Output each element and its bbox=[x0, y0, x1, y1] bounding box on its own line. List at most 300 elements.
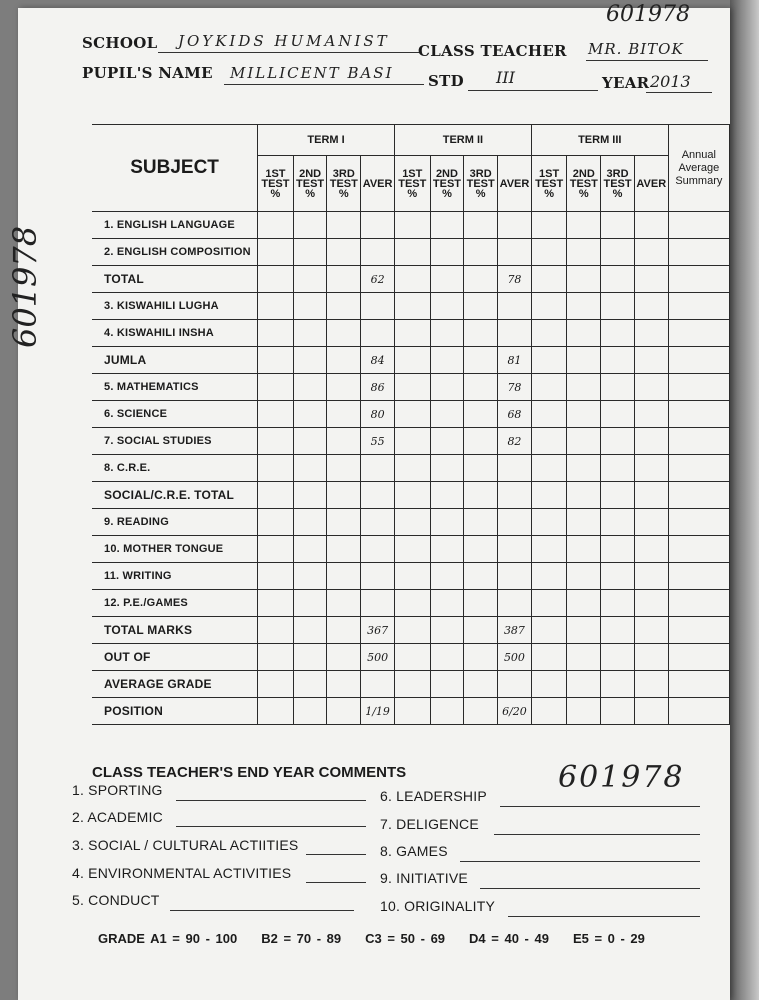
grade-cell bbox=[567, 509, 601, 536]
subject-label: 6. SCIENCE bbox=[92, 401, 258, 428]
comments-title: CLASS TEACHER'S END YEAR COMMENTS bbox=[92, 764, 407, 781]
grade-cell bbox=[258, 239, 294, 266]
grade-cell bbox=[327, 239, 361, 266]
grade-cell bbox=[394, 482, 430, 509]
grade-cell bbox=[430, 509, 464, 536]
grade-cell bbox=[531, 671, 567, 698]
grade-cell bbox=[634, 509, 668, 536]
subject-label: 7. SOCIAL STUDIES bbox=[92, 428, 258, 455]
grade-cell bbox=[668, 536, 729, 563]
grade-cell bbox=[258, 347, 294, 374]
grade-cell bbox=[531, 293, 567, 320]
grade-cell bbox=[258, 617, 294, 644]
grade-cell bbox=[634, 266, 668, 293]
grade-cell bbox=[430, 428, 464, 455]
grade-cell bbox=[430, 644, 464, 671]
grade-cell bbox=[531, 590, 567, 617]
grade-cell bbox=[567, 374, 601, 401]
grade-cell bbox=[258, 212, 294, 239]
grade-cell bbox=[464, 644, 498, 671]
grade-cell bbox=[327, 563, 361, 590]
grade-cell bbox=[531, 374, 567, 401]
subject-label: 9. READING bbox=[92, 509, 258, 536]
comment-sporting-line bbox=[176, 800, 366, 801]
subject-label: 1. ENGLISH LANGUAGE bbox=[92, 212, 258, 239]
table-row bbox=[92, 590, 730, 617]
grade-cell bbox=[531, 428, 567, 455]
comment-leadership-line bbox=[500, 806, 700, 807]
doc-number: 601978 bbox=[606, 2, 690, 27]
grade-cell bbox=[668, 617, 729, 644]
term-1-average: 86 bbox=[361, 374, 395, 401]
grade-cell bbox=[327, 455, 361, 482]
grade-cell bbox=[531, 509, 567, 536]
table-row bbox=[92, 482, 730, 509]
grade-cell bbox=[327, 266, 361, 293]
grade-cell bbox=[258, 266, 294, 293]
comments-handwritten-number: 601978 bbox=[558, 760, 685, 795]
grade-cell bbox=[394, 293, 430, 320]
term-1-average bbox=[361, 590, 395, 617]
grade-cell bbox=[464, 293, 498, 320]
term-3-header: TERM III bbox=[531, 125, 668, 156]
comment-academic: 2. ACADEMIC bbox=[72, 809, 163, 825]
school-value: JOYKIDS HUMANIST bbox=[178, 32, 390, 50]
comment-initiative: 9. INITIATIVE bbox=[380, 870, 468, 886]
comment-environmental: 4. ENVIRONMENTAL ACTIVITIES bbox=[72, 865, 292, 881]
term-3-subheader-1: 1ST TEST % bbox=[531, 156, 567, 212]
grade-cell bbox=[327, 401, 361, 428]
term-1-average bbox=[361, 320, 395, 347]
term-1-average bbox=[361, 482, 395, 509]
grade-cell bbox=[464, 212, 498, 239]
grade-cell bbox=[327, 536, 361, 563]
grade-cell bbox=[567, 482, 601, 509]
grade-cell bbox=[464, 509, 498, 536]
subject-header: SUBJECT bbox=[92, 125, 258, 212]
grade-cell bbox=[464, 374, 498, 401]
grade-cell bbox=[258, 455, 294, 482]
grade-cell bbox=[327, 509, 361, 536]
grade-cell bbox=[293, 563, 327, 590]
grade-cell bbox=[567, 428, 601, 455]
grade-cell bbox=[634, 617, 668, 644]
grade-cell bbox=[464, 239, 498, 266]
grade-cell bbox=[531, 563, 567, 590]
table-row bbox=[92, 212, 730, 239]
comment-initiative-line bbox=[480, 888, 700, 889]
grade-cell bbox=[668, 374, 729, 401]
term-2-average: 68 bbox=[498, 401, 532, 428]
grade-b2: B2 = 70 - 89 bbox=[261, 931, 342, 946]
grade-cell bbox=[394, 563, 430, 590]
grade-cell bbox=[464, 698, 498, 725]
grade-cell bbox=[531, 347, 567, 374]
grade-cell bbox=[464, 428, 498, 455]
grade-cell bbox=[668, 563, 729, 590]
comment-deligence: 7. DELIGENCE bbox=[380, 816, 479, 832]
grade-cell bbox=[293, 239, 327, 266]
grade-cell bbox=[531, 536, 567, 563]
grade-cell bbox=[430, 320, 464, 347]
term-2-average bbox=[498, 509, 532, 536]
term-2-average bbox=[498, 482, 532, 509]
grade-cell bbox=[293, 509, 327, 536]
subject-label: TOTAL MARKS bbox=[92, 617, 258, 644]
comment-originality-line bbox=[508, 916, 700, 917]
grade-cell bbox=[327, 374, 361, 401]
grade-cell bbox=[327, 671, 361, 698]
grade-cell bbox=[531, 698, 567, 725]
grade-cell bbox=[464, 401, 498, 428]
comment-social-cultural: 3. SOCIAL / CULTURAL ACTIITIES bbox=[72, 837, 299, 853]
grade-cell bbox=[293, 644, 327, 671]
term-2-average: 82 bbox=[498, 428, 532, 455]
grade-cell bbox=[601, 266, 635, 293]
grade-cell bbox=[601, 590, 635, 617]
term-2-average bbox=[498, 590, 532, 617]
grade-cell bbox=[464, 536, 498, 563]
grade-scale bbox=[98, 931, 669, 946]
table-row bbox=[92, 266, 730, 293]
grade-cell bbox=[430, 563, 464, 590]
std-label: STD bbox=[428, 72, 464, 90]
grade-cell bbox=[430, 401, 464, 428]
table-row bbox=[92, 320, 730, 347]
grade-cell bbox=[258, 698, 294, 725]
grade-cell bbox=[394, 671, 430, 698]
grade-cell bbox=[634, 239, 668, 266]
term-1-subheader-4: AVER bbox=[361, 156, 395, 212]
grade-cell bbox=[464, 347, 498, 374]
grade-cell bbox=[601, 347, 635, 374]
grade-cell bbox=[464, 617, 498, 644]
year-label: YEAR bbox=[602, 74, 650, 92]
term-2-subheader-2: 2ND TEST % bbox=[430, 156, 464, 212]
grade-cell bbox=[293, 320, 327, 347]
term-1-average bbox=[361, 509, 395, 536]
grade-cell bbox=[668, 644, 729, 671]
std-line bbox=[468, 90, 598, 91]
grade-cell bbox=[601, 617, 635, 644]
term-1-average bbox=[361, 671, 395, 698]
grade-cell bbox=[668, 401, 729, 428]
grade-cell bbox=[601, 536, 635, 563]
grade-cell bbox=[327, 698, 361, 725]
table-row bbox=[92, 509, 730, 536]
grade-cell bbox=[601, 320, 635, 347]
grade-cell bbox=[430, 590, 464, 617]
subject-label: JUMLA bbox=[92, 347, 258, 374]
comment-deligence-line bbox=[494, 834, 700, 835]
grade-cell bbox=[531, 266, 567, 293]
grade-cell bbox=[258, 482, 294, 509]
comment-leadership: 6. LEADERSHIP bbox=[380, 788, 487, 804]
grade-cell bbox=[430, 293, 464, 320]
term-2-average: 81 bbox=[498, 347, 532, 374]
term-1-average bbox=[361, 239, 395, 266]
subject-label: 2. ENGLISH COMPOSITION bbox=[92, 239, 258, 266]
grade-cell bbox=[567, 401, 601, 428]
page-edge-shadow bbox=[730, 0, 759, 1000]
grade-cell bbox=[327, 617, 361, 644]
report-card-sheet bbox=[6, 2, 730, 1000]
grade-cell bbox=[430, 212, 464, 239]
grade-cell bbox=[601, 482, 635, 509]
grade-cell bbox=[394, 401, 430, 428]
grade-d4: D4 = 40 - 49 bbox=[469, 931, 549, 946]
grade-cell bbox=[668, 509, 729, 536]
grade-cell bbox=[464, 563, 498, 590]
grade-cell bbox=[634, 590, 668, 617]
grade-cell bbox=[567, 590, 601, 617]
grade-cell bbox=[464, 266, 498, 293]
grade-cell bbox=[293, 536, 327, 563]
grade-cell bbox=[634, 428, 668, 455]
subject-label: 5. MATHEMATICS bbox=[92, 374, 258, 401]
grade-cell bbox=[394, 239, 430, 266]
subject-label: AVERAGE GRADE bbox=[92, 671, 258, 698]
grade-cell bbox=[258, 671, 294, 698]
grade-cell bbox=[567, 212, 601, 239]
grade-cell bbox=[327, 428, 361, 455]
grade-cell bbox=[668, 482, 729, 509]
term-2-average bbox=[498, 320, 532, 347]
grade-cell bbox=[327, 644, 361, 671]
term-2-average: 500 bbox=[498, 644, 532, 671]
grade-cell bbox=[258, 644, 294, 671]
table-row bbox=[92, 698, 730, 725]
subject-label: 3. KISWAHILI LUGHA bbox=[92, 293, 258, 320]
pupil-name-label: PUPIL'S NAME bbox=[82, 64, 213, 82]
comment-academic-line bbox=[176, 826, 366, 827]
grade-cell bbox=[531, 212, 567, 239]
term-1-average: 80 bbox=[361, 401, 395, 428]
grade-cell bbox=[293, 347, 327, 374]
subject-label: POSITION bbox=[92, 698, 258, 725]
grade-cell bbox=[327, 590, 361, 617]
term-2-average: 78 bbox=[498, 266, 532, 293]
grade-cell bbox=[668, 590, 729, 617]
term-1-average: 367 bbox=[361, 617, 395, 644]
grade-cell bbox=[531, 482, 567, 509]
grade-cell bbox=[601, 239, 635, 266]
grade-cell bbox=[430, 671, 464, 698]
grade-cell bbox=[293, 671, 327, 698]
grade-cell bbox=[394, 347, 430, 374]
grade-cell bbox=[430, 698, 464, 725]
grade-cell bbox=[531, 455, 567, 482]
grade-cell bbox=[634, 455, 668, 482]
term-1-subheader-3: 3RD TEST % bbox=[327, 156, 361, 212]
grade-cell bbox=[567, 617, 601, 644]
grade-cell bbox=[394, 374, 430, 401]
grade-cell bbox=[394, 536, 430, 563]
term-3-subheader-2: 2ND TEST % bbox=[567, 156, 601, 212]
term-1-average: 1/19 bbox=[361, 698, 395, 725]
grade-cell bbox=[634, 320, 668, 347]
term-1-average bbox=[361, 563, 395, 590]
term-1-average: 500 bbox=[361, 644, 395, 671]
grade-cell bbox=[634, 374, 668, 401]
grade-cell bbox=[601, 509, 635, 536]
subject-label: TOTAL bbox=[92, 266, 258, 293]
grade-cell bbox=[293, 401, 327, 428]
term-1-subheader-1: 1ST TEST % bbox=[258, 156, 294, 212]
grade-cell bbox=[293, 455, 327, 482]
grade-cell bbox=[601, 644, 635, 671]
grade-cell bbox=[668, 698, 729, 725]
grade-cell bbox=[394, 509, 430, 536]
grade-cell bbox=[258, 590, 294, 617]
term-1-subheader-2: 2ND TEST % bbox=[293, 156, 327, 212]
grade-cell bbox=[601, 401, 635, 428]
grade-cell bbox=[531, 401, 567, 428]
table-row bbox=[92, 455, 730, 482]
subject-label: 4. KISWAHILI INSHA bbox=[92, 320, 258, 347]
grade-cell bbox=[634, 671, 668, 698]
table-row bbox=[92, 401, 730, 428]
grade-cell bbox=[464, 320, 498, 347]
grade-cell bbox=[464, 671, 498, 698]
grade-cell bbox=[293, 266, 327, 293]
grade-cell bbox=[601, 212, 635, 239]
term-2-average bbox=[498, 212, 532, 239]
comment-social-line bbox=[306, 854, 366, 855]
grade-cell bbox=[293, 293, 327, 320]
grade-a1: GRADE A1 = 90 - 100 bbox=[98, 931, 238, 946]
term-1-average bbox=[361, 212, 395, 239]
term-2-average bbox=[498, 293, 532, 320]
term-1-average bbox=[361, 293, 395, 320]
grade-cell bbox=[567, 536, 601, 563]
term-2-average: 6/20 bbox=[498, 698, 532, 725]
pupil-name-value: MILLICENT BASI bbox=[230, 64, 394, 82]
grade-cell bbox=[634, 644, 668, 671]
grade-cell bbox=[601, 455, 635, 482]
table-row bbox=[92, 428, 730, 455]
table-row bbox=[92, 293, 730, 320]
grade-cell bbox=[567, 266, 601, 293]
term-2-average bbox=[498, 455, 532, 482]
term-2-subheader-4: AVER bbox=[498, 156, 532, 212]
grade-cell bbox=[601, 293, 635, 320]
grade-cell bbox=[394, 428, 430, 455]
grade-cell bbox=[327, 347, 361, 374]
year-line bbox=[646, 92, 712, 93]
table-row bbox=[92, 671, 730, 698]
grade-cell bbox=[601, 698, 635, 725]
grade-cell bbox=[668, 455, 729, 482]
grade-cell bbox=[293, 374, 327, 401]
comment-originality: 10. ORIGINALITY bbox=[380, 898, 496, 914]
comment-environmental-line bbox=[306, 882, 366, 883]
grade-cell bbox=[567, 671, 601, 698]
grade-cell bbox=[394, 617, 430, 644]
grade-cell bbox=[531, 644, 567, 671]
comment-games: 8. GAMES bbox=[380, 843, 448, 859]
table-row bbox=[92, 347, 730, 374]
grade-cell bbox=[668, 671, 729, 698]
term-2-average bbox=[498, 671, 532, 698]
term-2-average: 387 bbox=[498, 617, 532, 644]
term-2-average bbox=[498, 563, 532, 590]
grade-cell bbox=[394, 455, 430, 482]
subject-label: OUT OF bbox=[92, 644, 258, 671]
grade-cell bbox=[464, 590, 498, 617]
teacher-label: CLASS TEACHER bbox=[418, 42, 567, 60]
grade-cell bbox=[601, 671, 635, 698]
grade-cell bbox=[430, 536, 464, 563]
grade-cell bbox=[634, 698, 668, 725]
term-1-header: TERM I bbox=[258, 125, 395, 156]
grade-cell bbox=[668, 320, 729, 347]
grade-cell bbox=[634, 563, 668, 590]
grade-cell bbox=[394, 644, 430, 671]
grade-cell bbox=[293, 212, 327, 239]
year-value: 2013 bbox=[650, 72, 691, 91]
grade-cell bbox=[327, 320, 361, 347]
term-3-subheader-4: AVER bbox=[634, 156, 668, 212]
grade-cell bbox=[258, 509, 294, 536]
grade-cell bbox=[567, 644, 601, 671]
side-number: 601978 bbox=[6, 225, 44, 348]
grade-cell bbox=[601, 428, 635, 455]
grade-cell bbox=[430, 266, 464, 293]
grade-cell bbox=[258, 293, 294, 320]
grade-cell bbox=[293, 617, 327, 644]
table-row bbox=[92, 536, 730, 563]
term-1-average: 55 bbox=[361, 428, 395, 455]
grade-cell bbox=[567, 293, 601, 320]
term-3-subheader-3: 3RD TEST % bbox=[601, 156, 635, 212]
grade-cell bbox=[430, 374, 464, 401]
grade-cell bbox=[258, 401, 294, 428]
subject-label: 12. P.E./GAMES bbox=[92, 590, 258, 617]
term-1-average: 62 bbox=[361, 266, 395, 293]
grade-cell bbox=[601, 374, 635, 401]
annual-summary-header: Annual Average Summary bbox=[668, 125, 729, 212]
grade-cell bbox=[567, 239, 601, 266]
grade-cell bbox=[293, 482, 327, 509]
grade-cell bbox=[634, 482, 668, 509]
grade-cell bbox=[293, 590, 327, 617]
teacher-value: MR. BITOK bbox=[588, 40, 684, 58]
subject-label: 8. C.R.E. bbox=[92, 455, 258, 482]
grade-cell bbox=[258, 320, 294, 347]
grade-cell bbox=[327, 293, 361, 320]
term-2-header: TERM II bbox=[394, 125, 531, 156]
grade-cell bbox=[430, 239, 464, 266]
grade-cell bbox=[567, 455, 601, 482]
grade-cell bbox=[531, 617, 567, 644]
comment-sporting: 1. SPORTING bbox=[72, 782, 163, 798]
table-row bbox=[92, 644, 730, 671]
subject-label: SOCIAL/C.R.E. TOTAL bbox=[92, 482, 258, 509]
grade-cell bbox=[394, 320, 430, 347]
grade-cell bbox=[293, 698, 327, 725]
comment-conduct-line bbox=[170, 910, 354, 911]
grade-cell bbox=[634, 212, 668, 239]
subject-label: 11. WRITING bbox=[92, 563, 258, 590]
grade-cell bbox=[668, 212, 729, 239]
grade-cell bbox=[668, 347, 729, 374]
grade-cell bbox=[531, 239, 567, 266]
grade-cell bbox=[327, 212, 361, 239]
comment-games-line bbox=[460, 861, 700, 862]
grade-cell bbox=[293, 428, 327, 455]
term-2-average: 78 bbox=[498, 374, 532, 401]
